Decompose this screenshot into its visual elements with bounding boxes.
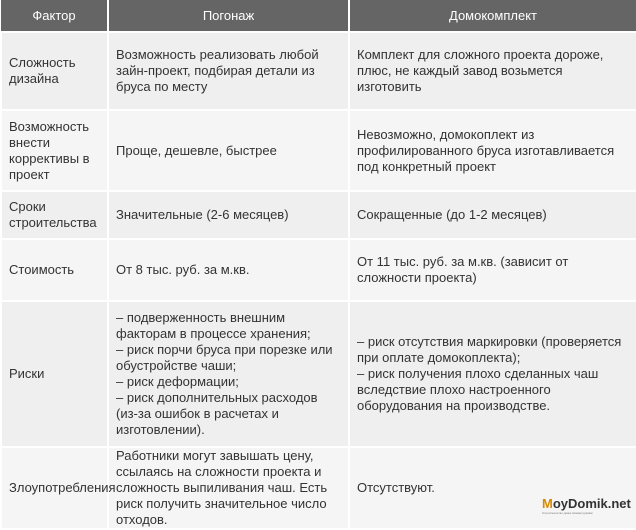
cell-line: Проще, дешевле, быстрее <box>116 142 277 158</box>
factor-cell: Возможность внести коррективы в проект <box>1 110 108 191</box>
domokomplekt-cell <box>349 110 636 191</box>
pogonazh-cell <box>108 301 349 447</box>
cell-line: – риск дополнительных расходов (из-за ошибок в расчетах и изготовлении). <box>116 390 318 437</box>
factor-cell: Риски <box>1 301 108 447</box>
table-row <box>1 191 636 239</box>
factor-cell: Сложность дизайна <box>1 32 108 110</box>
domokomplekt-cell <box>349 447 636 529</box>
table-row <box>1 110 636 191</box>
cell-line: – подверженность внешним факторам в процессе хранения; <box>116 310 311 341</box>
factor-cell: Стоимость <box>1 239 108 301</box>
cell-line: От 11 тыс. руб. за м.кв. (зависит от сложности проекта) <box>357 254 569 285</box>
cell-line: Значительные (2-6 месяцев) <box>116 207 289 222</box>
factor-cell: Сроки строительства <box>1 191 108 239</box>
cell-line: Возможность реализовать любой зайн-проект, подбирая детали из бруса по месту <box>116 47 319 94</box>
domokomplekt-cell <box>349 191 636 239</box>
pogonazh-cell <box>108 32 349 110</box>
cell-line: – риск деформации; <box>116 374 239 389</box>
domokomplekt-cell <box>349 239 636 301</box>
domokomplekt-cell <box>349 32 636 110</box>
cell-line: Комплект для сложного проекта дороже, плюс, не каждый завод возьмется изготовить <box>357 47 604 94</box>
header-domokomplekt: Домокомплект <box>349 0 636 32</box>
cell-line: – риск порчи бруса при порезке или обустройстве чаши; <box>116 342 333 373</box>
table-row <box>1 239 636 301</box>
domokomplekt-cell <box>349 301 636 447</box>
cell-line: Работники могут завышать цену, ссылаясь на сложности проекта и сложность выпиливания чаш. Есть риск получить значительное число отходов. <box>116 448 328 527</box>
cell-line: – риск получения плохо сделанных чаш вследствие плохо настроенного оборудования на производстве. <box>357 366 599 413</box>
watermark-logo: MoyDomik.net Строительство дома своими руками <box>542 496 631 515</box>
table-row <box>1 301 636 447</box>
pogonazh-cell <box>108 447 349 529</box>
pogonazh-cell <box>108 239 349 301</box>
header-pogonazh: Погонаж <box>108 0 349 32</box>
cell-line: – риск отсутствия маркировки (проверяется при оплате домокоплекта); <box>357 334 622 365</box>
header-factor: Фактор <box>1 0 108 32</box>
table-row <box>1 447 636 529</box>
cell-line: Сокращенные (до 1-2 месяцев) <box>357 207 547 222</box>
factor-cell: Злоупотребления <box>1 447 108 529</box>
pogonazh-cell <box>108 110 349 191</box>
cell-line: От 8 тыс. руб. за м.кв. <box>116 262 250 277</box>
cell-line: Отсутствуют. <box>357 480 435 495</box>
cell-line: Невозможно, домокоплект из профилированного бруса изготавливается под конкретный проект <box>357 126 615 174</box>
header-row <box>1 0 636 32</box>
table-row <box>1 32 636 110</box>
pogonazh-cell <box>108 191 349 239</box>
